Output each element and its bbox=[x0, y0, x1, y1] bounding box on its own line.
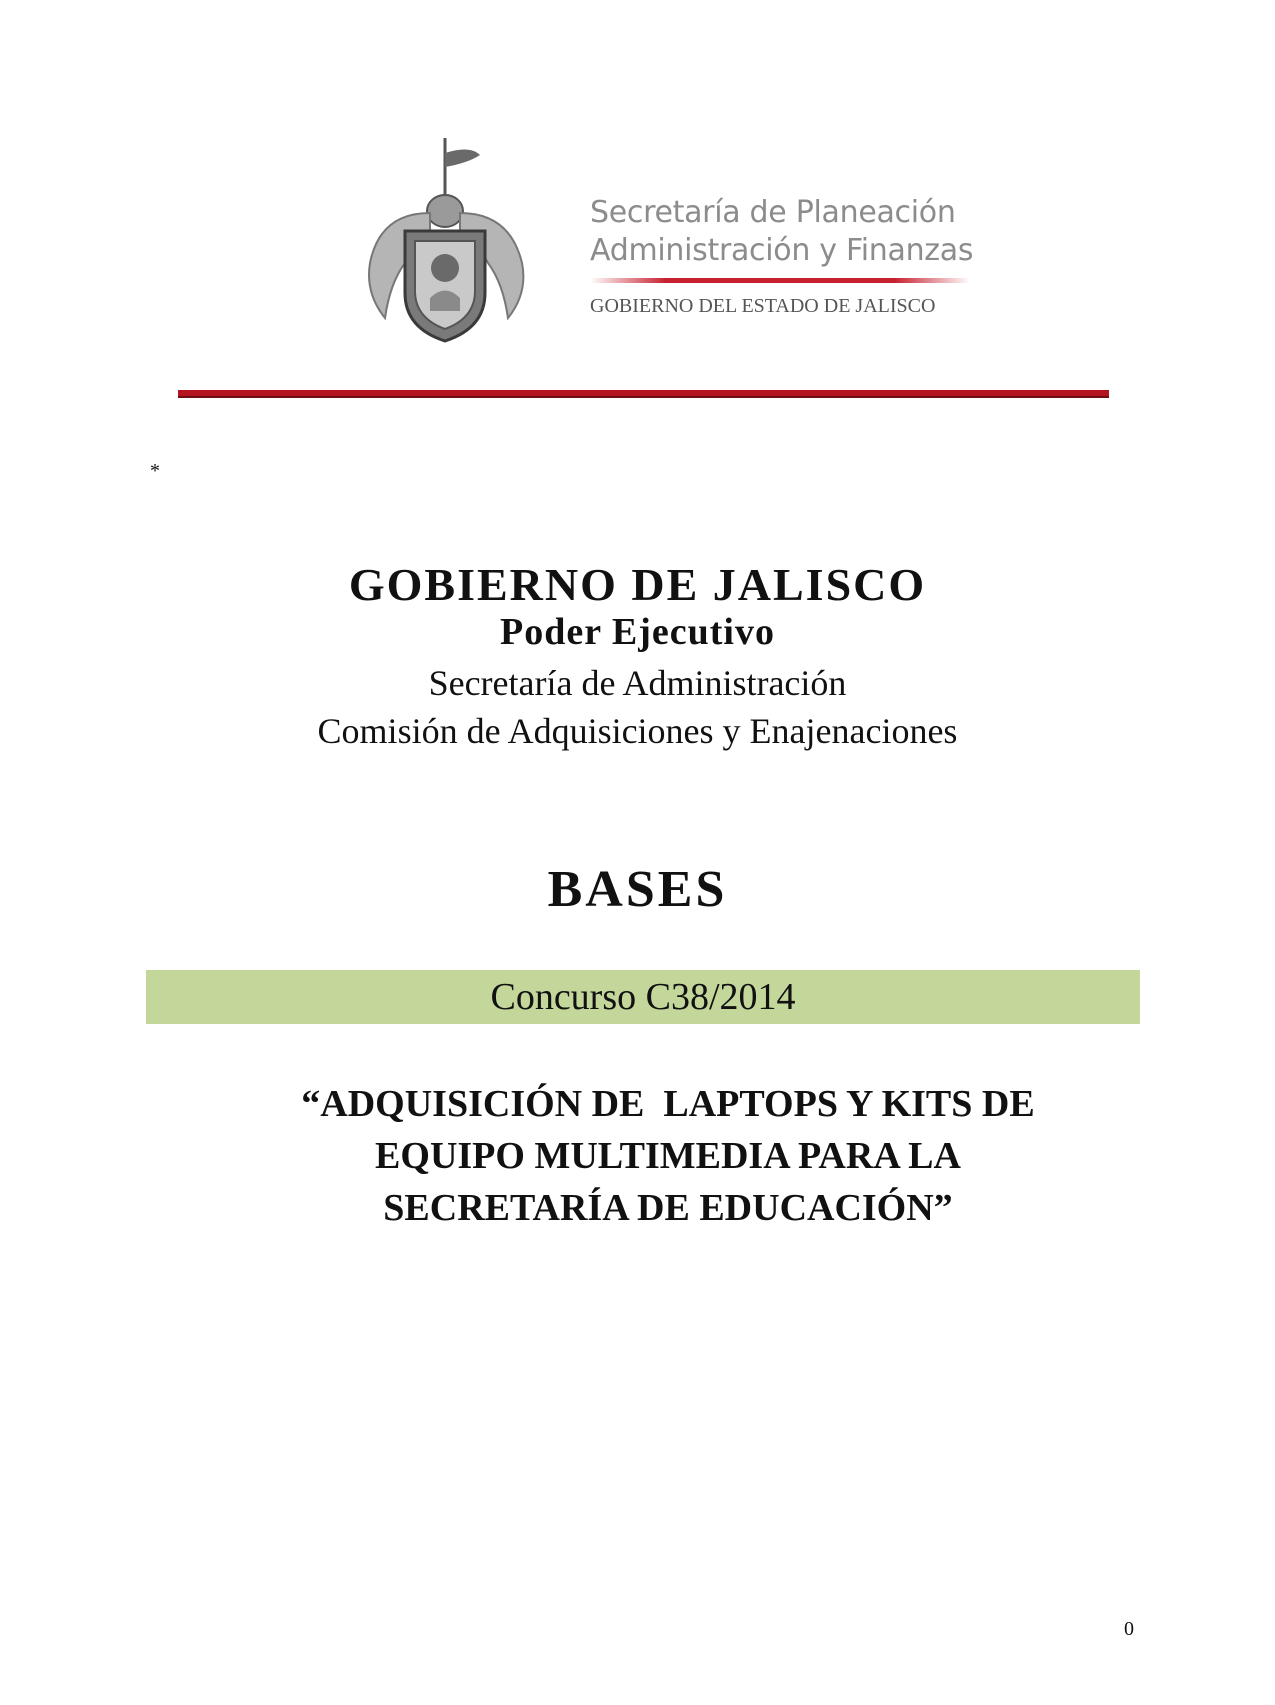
secretariat-title: Secretaría de Administración bbox=[428, 663, 847, 703]
logo-accent-bar bbox=[590, 278, 970, 283]
document-type-title: BASES bbox=[547, 861, 728, 918]
header-divider bbox=[178, 390, 1109, 398]
subject-heading bbox=[238, 1078, 1098, 1234]
contest-label: Concurso C38/2014 bbox=[490, 976, 796, 1018]
government-title: GOBIERNO DE JALISCO bbox=[348, 559, 927, 610]
branch-title: Poder Ejecutivo bbox=[500, 611, 775, 653]
jalisco-coat-of-arms-logo bbox=[360, 133, 535, 348]
contest-banner bbox=[146, 970, 1140, 1024]
asterisk-marker: * bbox=[150, 460, 160, 482]
logo-text-administracion: Administración y Finanzas bbox=[590, 233, 974, 268]
subject-line-2: EQUIPO MULTIMEDIA PARA LA bbox=[375, 1135, 961, 1177]
logo-text-secretaria: Secretaría de Planeación bbox=[590, 195, 956, 230]
page-number: 0 bbox=[1124, 1618, 1134, 1640]
logo-text-gobierno: GOBIERNO DEL ESTADO DE JALISCO bbox=[590, 295, 936, 317]
subject-line-3: SECRETARÍA DE EDUCACIÓN” bbox=[383, 1187, 953, 1229]
commission-title: Comisión de Adquisiciones y Enajenaciones bbox=[317, 711, 958, 751]
subject-line-1: “ADQUISICIÓN DE LAPTOPS Y KITS DE bbox=[301, 1083, 1035, 1125]
